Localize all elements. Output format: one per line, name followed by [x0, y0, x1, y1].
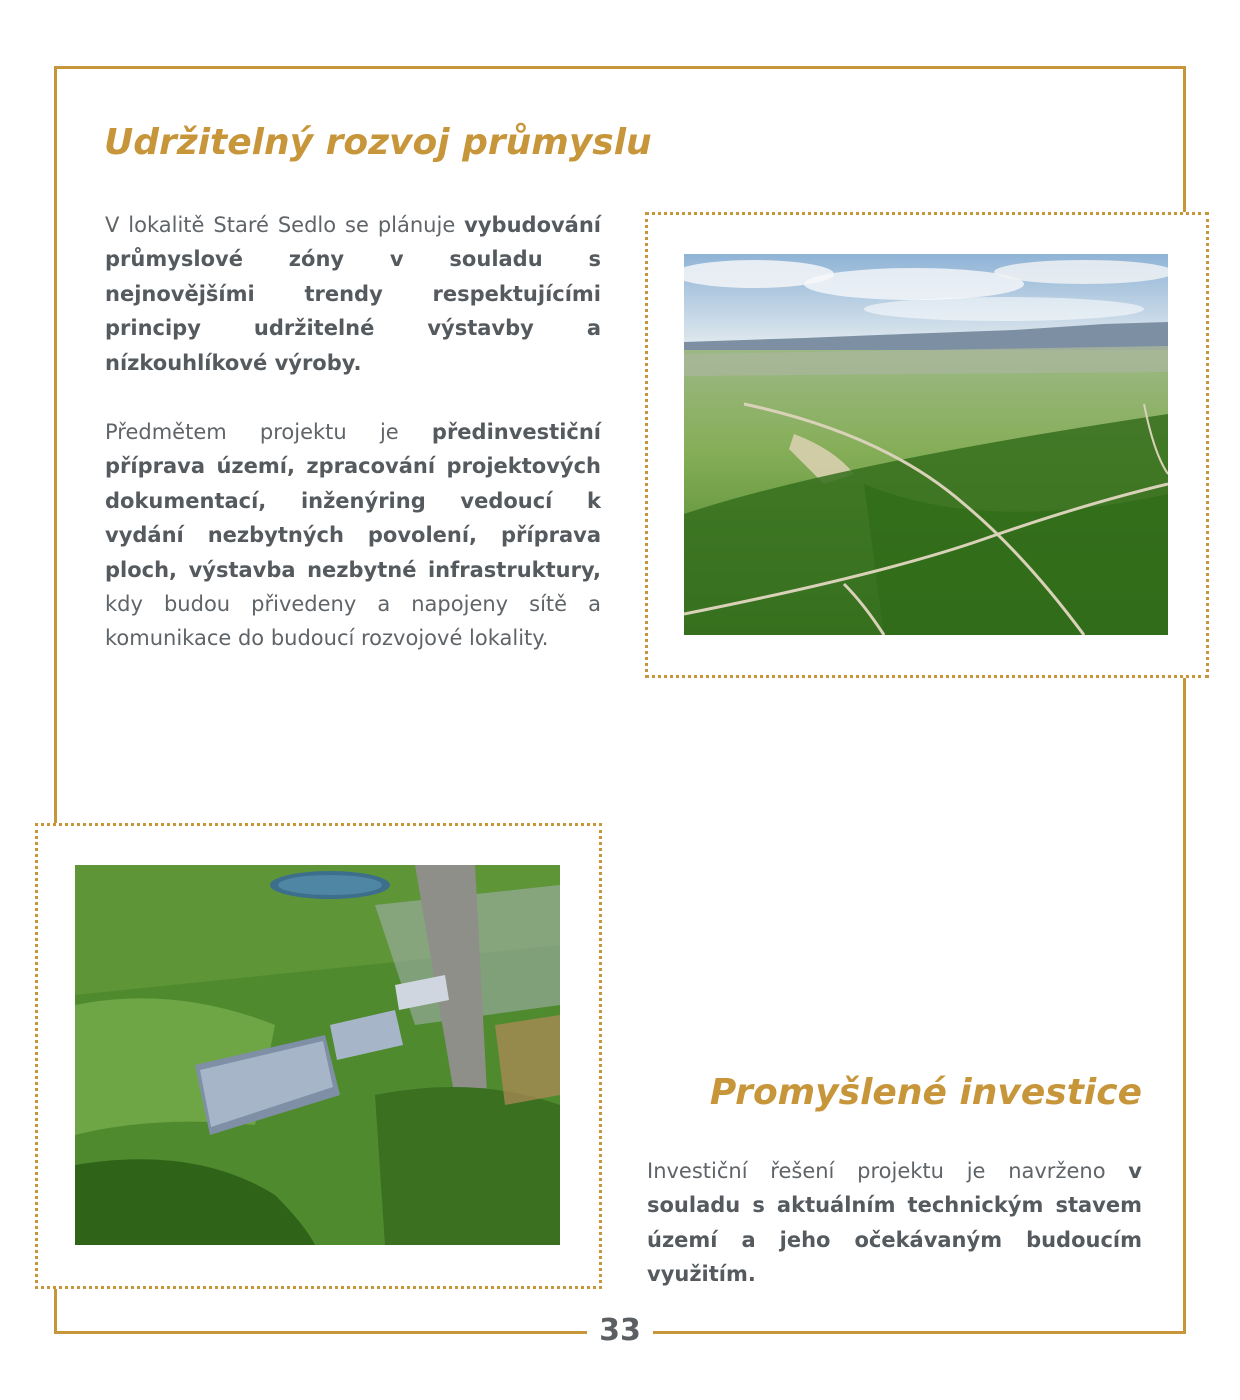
project-text-normal-start: Předmětem projektu je: [105, 420, 432, 444]
intro-text-bold: vybudování průmyslové zóny v souladu s nejnovějšími trendy respektujícími principy udržitelné výstavby a nízkouhlíkové výroby.: [105, 213, 601, 375]
aerial-landscape-photo: [684, 254, 1168, 635]
intro-text-normal: V lokalitě Staré Sedlo se plánuje: [105, 213, 465, 237]
page-number: 33: [599, 1313, 641, 1348]
intro-paragraph: [105, 208, 601, 380]
project-text-normal-end: kdy budou přivedeny a napojeny sítě a komunikace do budoucí rozvojové lokality.: [105, 592, 601, 651]
investment-paragraph: [647, 1154, 1142, 1292]
project-paragraph: [105, 415, 601, 656]
section-title-investments: Promyšlené investice: [709, 1072, 1142, 1113]
investment-text-bold: v souladu s aktuálním technickým stavem území a jeho očekávaným budoucím využitím.: [647, 1159, 1142, 1287]
industrial-zone-visualization: [75, 865, 560, 1245]
section-title-sustainable-development: Udržitelný rozvoj průmyslu: [104, 122, 652, 163]
investment-text-normal: Investiční řešení projektu je navrženo: [647, 1159, 1129, 1183]
project-text-bold: předinvestiční příprava území, zpracování projektových dokumentací, inženýring vedoucí k vydání nezbytných povolení, příprava ploch, výstavba nezbytné infrastruktury,: [105, 420, 601, 582]
page-number-container: [587, 1308, 653, 1354]
